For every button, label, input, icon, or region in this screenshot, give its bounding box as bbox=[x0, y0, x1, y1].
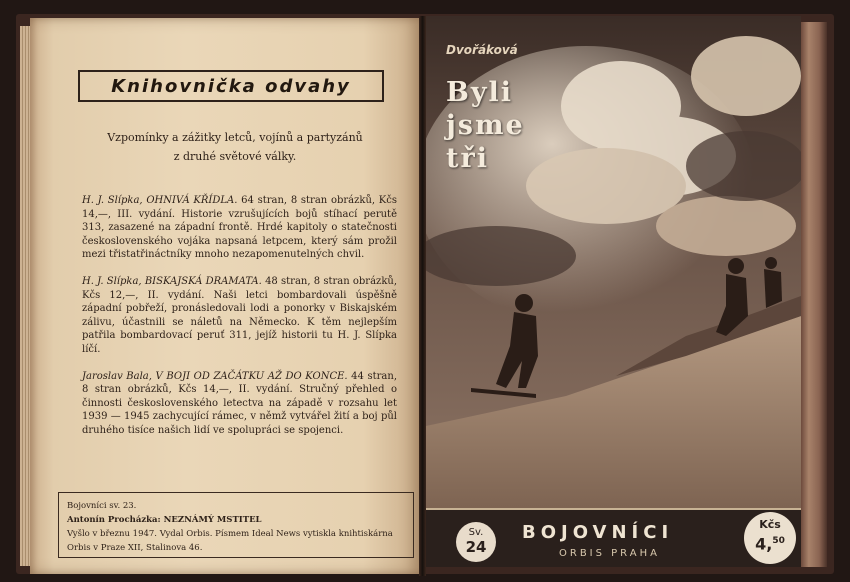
entry-description: 64 stran, 8 stran obrázků, Kčs 14,—, III. vydání. Historie vzrušujících bojů stíhací perutě 313, zasazené na západní frontě. Hrdé kapitoly o statečnosti československého vojáka napsaná letpcem, který sám prožil mezi třistatřináctníky mnoho nezapomenutelných chvil. bbox=[82, 195, 397, 261]
imprint-box bbox=[58, 492, 414, 558]
issue-badge bbox=[456, 522, 496, 562]
entry-description: 48 stran, 8 stran obrázků, Kčs 12,—, II. vydání. Naši letci bombardovali úspěšně západní pobřeží, pronásledovali lodi a ponorky v Biskajském zálivu, účastnili se náletů na Německo. K těm nejlepším patřila bombardovací peruť 311, jejíž historii tu H. J. Slípka líčí. bbox=[82, 275, 397, 355]
book-gutter bbox=[419, 16, 426, 576]
price-currency: Kčs bbox=[759, 518, 781, 531]
issue-number: 24 bbox=[465, 538, 487, 556]
price-badge bbox=[744, 512, 796, 564]
subtitle-line: Vzpomínky a zážitky letců, vojínů a partyzánů bbox=[107, 131, 363, 144]
cover-title-line: Byli bbox=[446, 77, 514, 108]
price-fraction: 50 bbox=[772, 536, 785, 546]
book-entry bbox=[82, 194, 397, 262]
cover-author: Dvořáková bbox=[446, 43, 518, 57]
issue-label: Sv. bbox=[468, 527, 484, 538]
cover-edge bbox=[801, 22, 827, 567]
book-cover bbox=[426, 16, 801, 567]
imprint-line: Antonín Procházka: NEZNÁMÝ MSTITEL bbox=[67, 515, 262, 525]
book-list bbox=[82, 194, 397, 451]
price-main: 4, bbox=[755, 534, 773, 554]
left-page bbox=[30, 18, 422, 574]
price-amount bbox=[744, 531, 796, 554]
entry-description: 44 stran, 8 stran obrázků, Kčs 14,—, II. vydání. Stručný přehled o činnosti československého letectva na západě v rozsahu let 1939 — 1945 zachycující rámec, v němž vytvářel žití a boj půl druhého tisíce našich lidí ve spolupráci se spojenci. bbox=[82, 370, 398, 436]
entry-author-title: H. J. Slípka, BISKAJSKÁ DRAMATA. bbox=[82, 275, 262, 287]
series-subtitle bbox=[90, 128, 380, 166]
book-entry bbox=[82, 275, 397, 357]
publisher-name: ORBIS PRAHA bbox=[559, 548, 660, 559]
entry-author-title: H. J. Slípka, OHNIVÁ KŘÍDLA. bbox=[82, 195, 238, 206]
imprint-line: Bojovníci sv. 23. bbox=[67, 501, 137, 511]
book-entry bbox=[82, 370, 397, 438]
series-title-box bbox=[78, 70, 384, 102]
imprint-line: Orbis v Praze XII, Stalinova 46. bbox=[67, 543, 203, 553]
subtitle-line: z druhé světové války. bbox=[173, 150, 297, 163]
series-name: BOJOVNÍCI bbox=[522, 522, 674, 543]
imprint-line: Vyšlo v březnu 1947. Vydal Orbis. Písmem Ideal News vytiskla knihtiskárna bbox=[67, 529, 393, 539]
cover-title bbox=[446, 76, 525, 175]
cover-title-line: jsme bbox=[446, 110, 525, 141]
series-title: Knihovnička odvahy bbox=[111, 75, 351, 97]
entry-author-title: Jaroslav Bala, V BOJI OD ZAČÁTKU AŽ DO KONCE. bbox=[82, 370, 348, 382]
cover-band bbox=[426, 508, 801, 567]
cover-title-line: tři bbox=[446, 143, 489, 174]
